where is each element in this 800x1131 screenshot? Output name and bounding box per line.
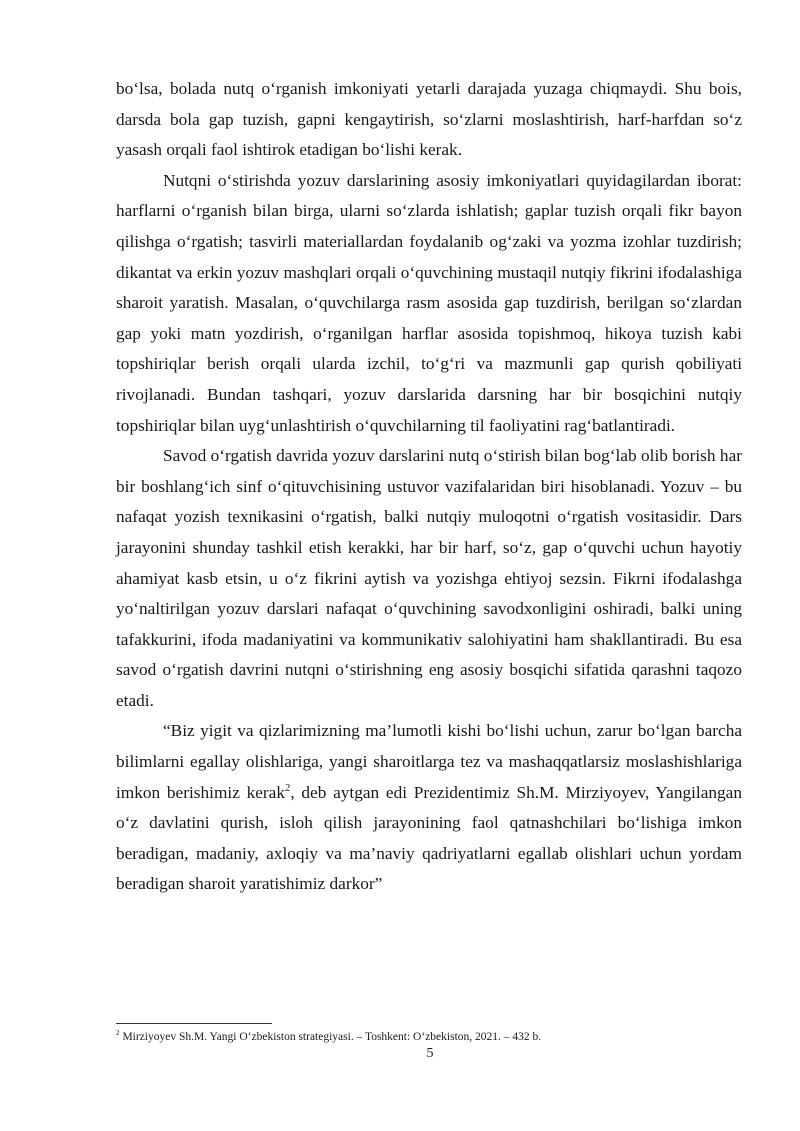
footnote — [116, 1029, 742, 1045]
paragraph-continuation: bo‘lsa, bolada nutq o‘rganish imkoniyati yetarli darajada yuzaga chiqmaydi. Shu bois, darsda bola gap tuzish, gapni kengaytirish, so‘zlarni moslashtirish, harf-harfdan so‘z yasash orqali faol ishtirok etadigan bo‘lishi kerak. — [116, 79, 742, 160]
document-page — [116, 74, 742, 900]
page-number: 5 — [426, 1046, 434, 1061]
footnote-divider — [116, 1023, 272, 1024]
quote-text: “Biz yigit va qizlarimizning ma’lumotli kishi bo‘lishi uchun, zarur bo‘lgan barcha bilimlarni egallay olishlariga, yangi sharoitlarga tez va mashaqqatlarsiz moslashishlariga imkon berishimiz kerak — [116, 721, 742, 802]
quote-continuation: , deb aytgan edi Prezidentimiz Sh.M. Mirziyoyev, Yangilangan o‘z davlatini qurish, isloh qilish jarayonining faol qatnashchilari bo‘lishiga imkon beradigan, madaniy, axloqiy va ma’naviy qadriyatlarni egallab olishlari uchun yordam beradigan sharoit yaratishimiz darkor” — [116, 782, 742, 894]
footnote-marker: 2 — [116, 1029, 120, 1038]
footnote-reference[interactable]: 2 — [284, 781, 291, 794]
paragraph-quote — [116, 716, 742, 900]
footnote-text: Mirziyoyev Sh.M. Yangi O‘zbekiston strategiyasi. – Toshkent: O‘zbekiston, 2021. – 432 b. — [119, 1031, 542, 1043]
paragraph-literacy-period: Savod o‘rgatish davrida yozuv darslarini nutq o‘stirish bilan bog‘lab olib borish har bir boshlang‘ich sinf o‘qituvchisining ustuvor vazifalaridan biri hisoblanadi. Yozuv – bu nafaqat yozish texnikasini o‘rgatish, balki nutqiy muloqotni o‘rgatish vositasidir. Dars jarayonini shunday tashkil etish kerakki, har bir harf, so‘z, gap o‘quvchi uchun hayotiy ahamiyat kasb etsin, u o‘z fikrini aytish va yozishga ehtiyoj sezsin. Fikrni ifodalashga yo‘naltirilgan yozuv darslari nafaqat o‘quvchining savodxonligini oshiradi, balki uning tafakkurini, ifoda madaniyatini va kommunikativ salohiyatini ham shakllantiradi. Bu esa savod o‘rgatish davrini nutqni o‘stirishning eng asosiy bosqichi sifatida qarashni taqozo etadi. — [116, 446, 742, 710]
paragraph-writing-lessons: Nutqni o‘stirishda yozuv darslarining asosiy imkoniyatlari quyidagilardan iborat: harflarni o‘rganish bilan birga, ularni so‘zlarda ishlatish; gaplar tuzish orqali fikr bayon qilishga o‘rgatish; tasvirli materiallardan foydalanib og‘zaki va yozma izohlar tuzdirish; dikantat va erkin yozuv mashqlari orqali o‘quvchining mustaqil nutqiy fikrini ifodalashiga sharoit yaratish. Masalan, o‘quvchilarga rasm asosida gap tuzdirish, berilgan so‘zlardan gap yoki matn yozdirish, o‘rganilgan harflar asosida topishmoq, hikoya tuzish kabi topshiriqlar berish orqali ularda izchil, to‘g‘ri va mazmunli gap qurish qobiliyati rivojlanadi. Bundan tashqari, yozuv darslarida darsning har bir bosqichini nutqiy topshiriqlar bilan uyg‘unlashtirish o‘quvchilarning til faoliyatini rag‘batlantiradi. — [116, 170, 742, 435]
